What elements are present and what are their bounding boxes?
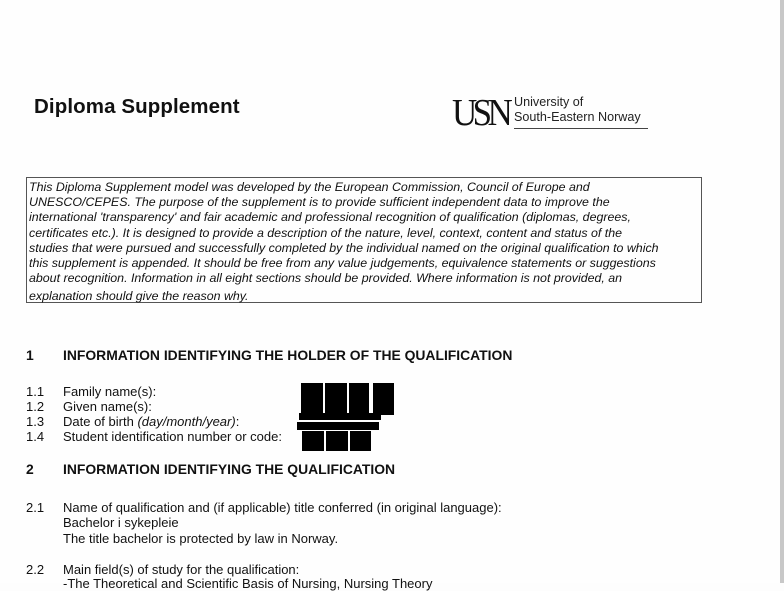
vertical-scrollbar[interactable] xyxy=(780,0,784,583)
document-page: Diploma Supplement USN University of South-Eastern Norway This Diploma Supplement model was developed by the European Commission, Council of Europe and UNESCO/CEPES. The purpose of the supplement is to provide sufficient independent data to improve the international 'transparency' and fair academic and professional recognition of qualification (diplomas, degrees, certificates etc.). It is designed to provide a description of the nature, level, context, content and status of the studies that were pursued and successfully completed by the individual named on the original qualification to which this supplement is appended. It should be free from any value judgements, equivalence statements or suggestions about recognition. Information in all eight sections should be provided. Where information is not provided, an explanation should give the reason why. 1 INFORMATION IDENTIFYING THE HOLDER OF THE QUALIFICATION 1.1 Family name(s): 1.2 Given name(s): 1.3 Date of birth (day/month/year): 1.4 Student identification number or code: 2 INFORMATION IDENTIFYING THE QUALIFICATION 2.1 Name of qualification and (if applicable) title conferred (in original language): Bachelor i sykepleie The title bachelor is protected by law in Norway. 2.2 Main field(s) of study for the qualification: -The Theoretical and Scientific Basis of Nursing, Nursing Theory xyxy=(0,0,780,583)
logo-underline xyxy=(514,128,648,129)
usn-logo-mark-icon: USN xyxy=(452,92,509,134)
university-logo xyxy=(452,94,652,134)
document-title: Diploma Supplement xyxy=(34,95,240,118)
university-name: University of South-Eastern Norway xyxy=(514,95,641,124)
qualification-name-value: Bachelor i sykepleie xyxy=(63,515,179,530)
disclaimer-box: This Diploma Supplement model was developed by the European Commission, Council of Europe and UNESCO/CEPES. The purpose of the supplement is to provide sufficient independent data to improve the international 'transparency' and fair academic and professional recognition of qualification (diplomas, degrees, certificates etc.). It is designed to provide a description of the nature, level, context, content and status of the studies that were pursued and successfully completed by the individual named on the original qualification to which this supplement is appended. It should be free from any value judgements, equivalence statements or suggestions about recognition. Information in all eight sections should be provided. Where information is not provided, an explanation should give the reason why. xyxy=(26,177,702,303)
main-field-of-study-value: -The Theoretical and Scientific Basis of Nursing, Nursing Theory xyxy=(63,576,433,591)
qualification-title-note: The title bachelor is protected by law in Norway. xyxy=(63,531,339,546)
